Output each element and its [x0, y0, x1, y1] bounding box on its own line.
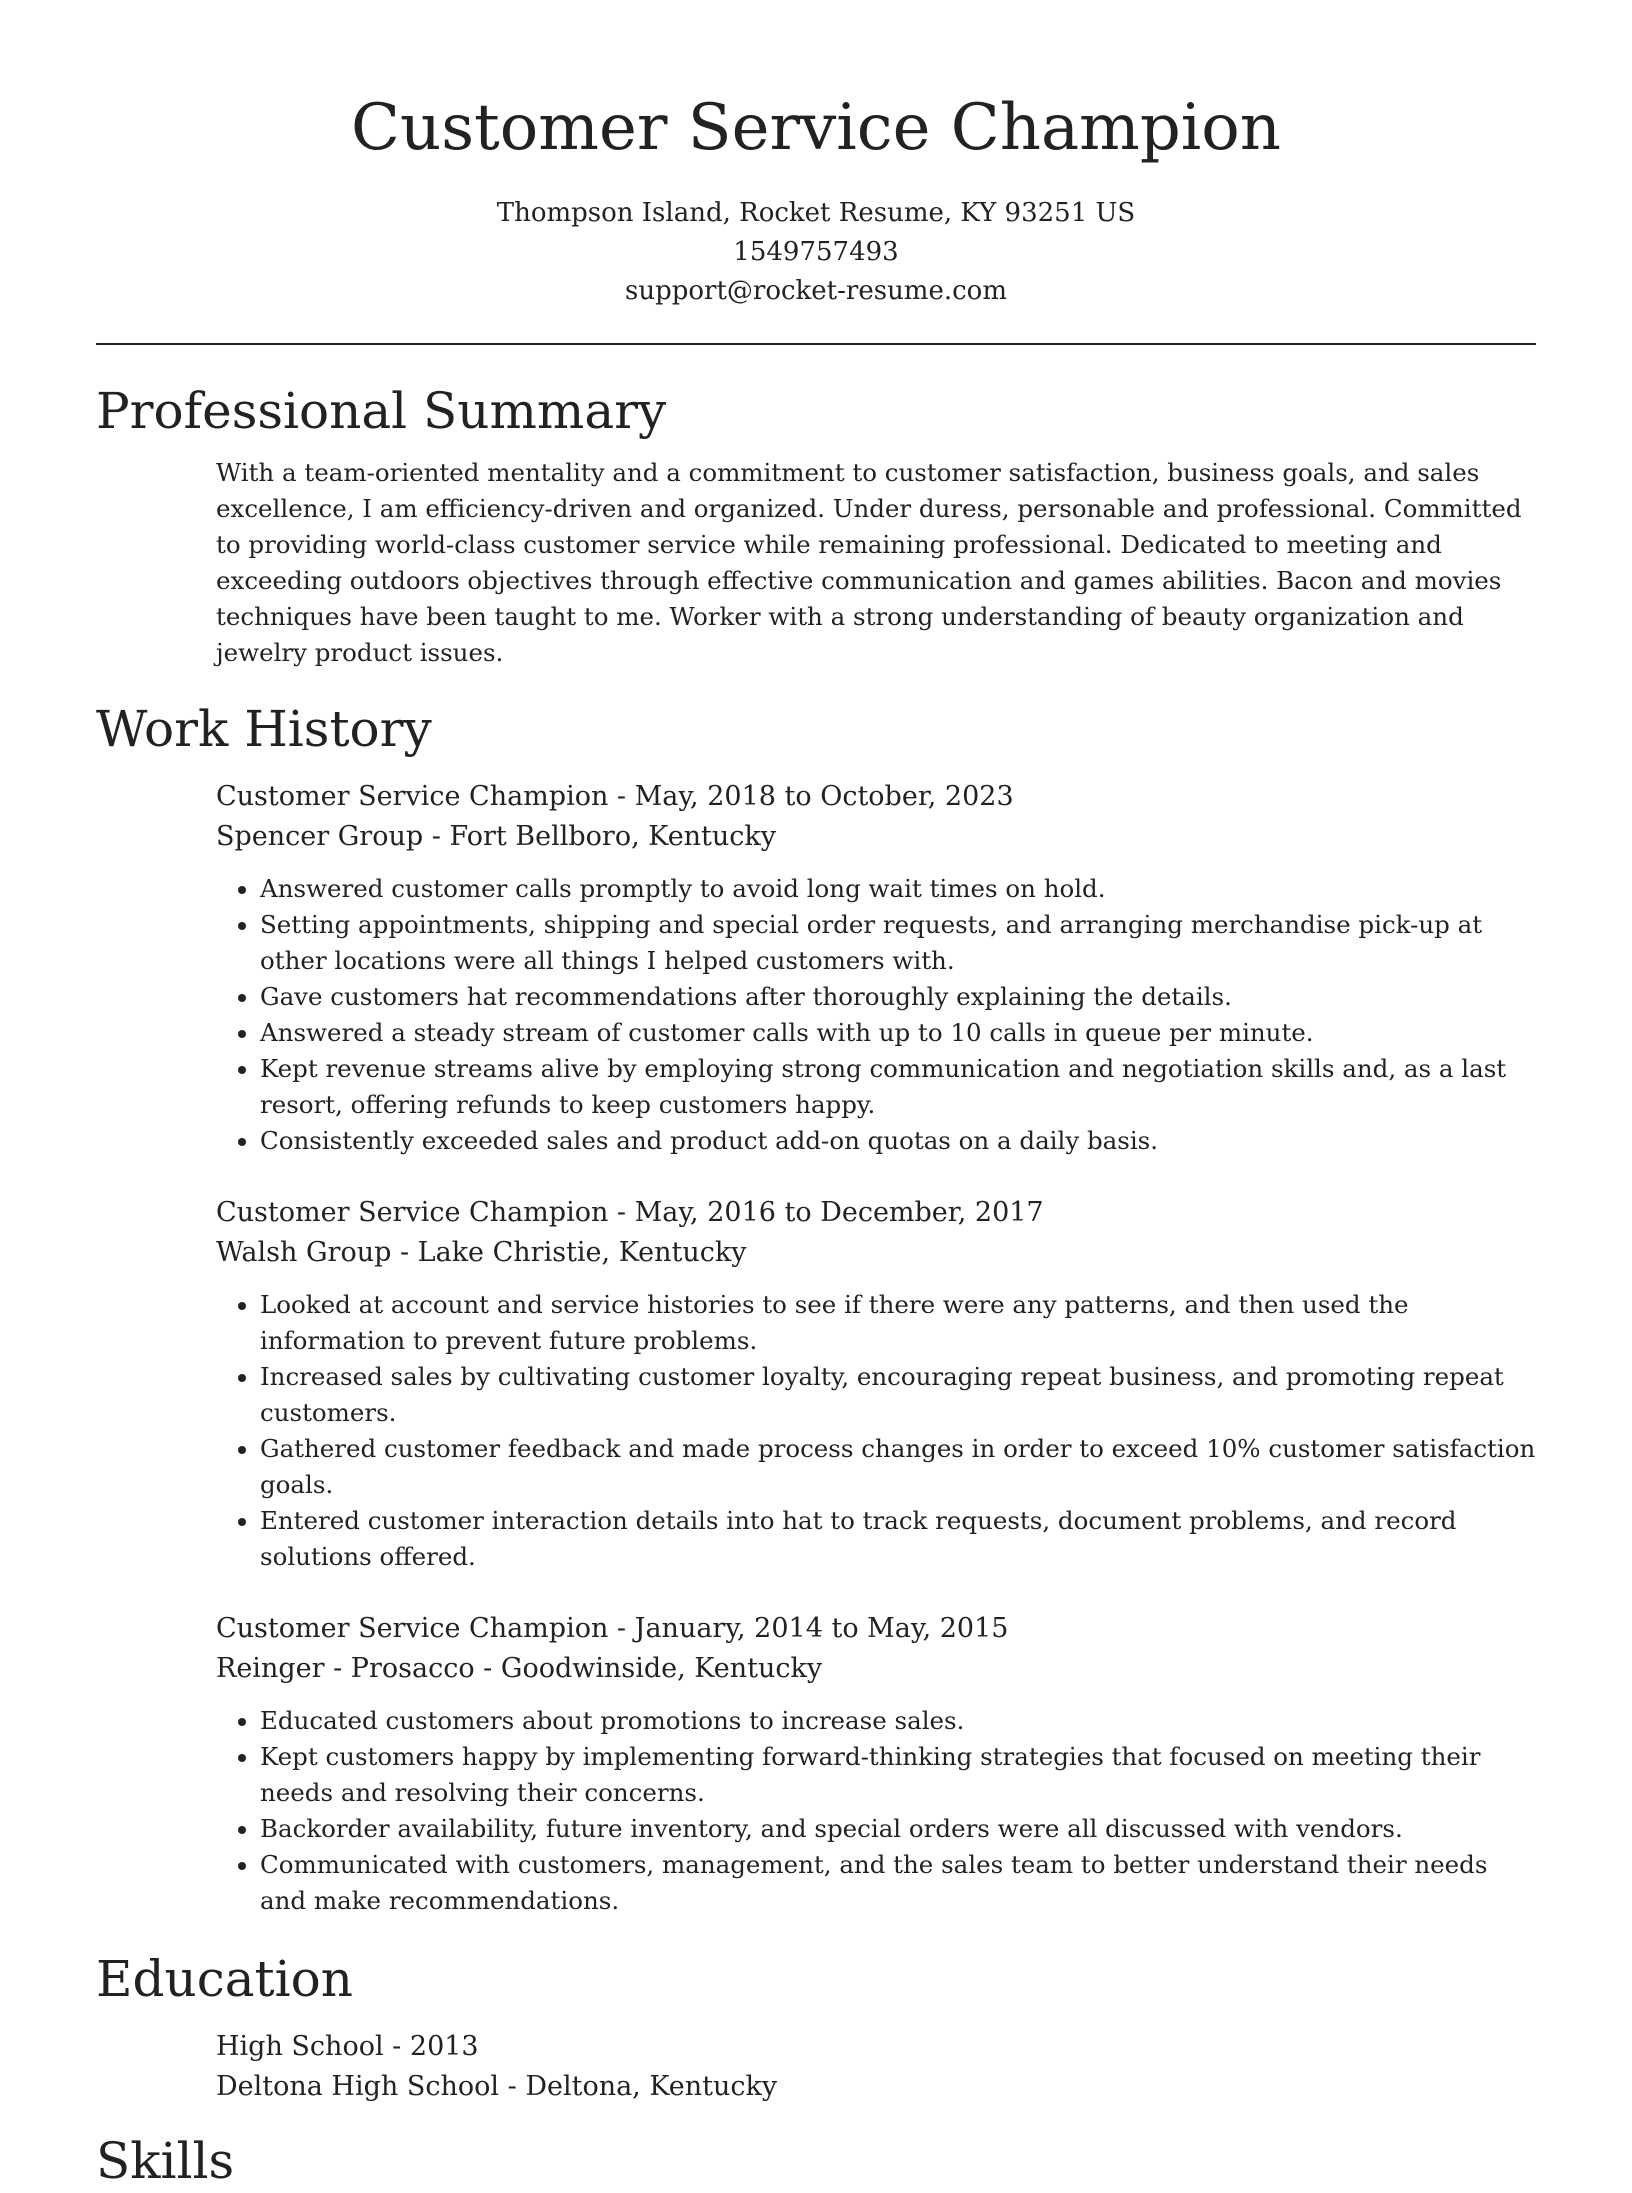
- job-bullet: • Gave customers hat recommendations after thoroughly explaining the details.: [260, 979, 1536, 1015]
- skills-heading: Skills: [96, 2132, 235, 2190]
- resume-header: [96, 0, 1536, 311]
- education-degree-line: High School - 2013: [216, 2031, 479, 2062]
- summary-text: With a team-oriented mentality and a commitment to customer satisfaction, business goals, and sales excellence, I am efficiency-driven and organized. Under duress, personable and professional. Committed to providing world-class customer service while remaining professional. Dedicated to meeting and exceeding outdoors objectives through effective communication and games abilities. Bacon and movies techniques have been taught to me. Worker with a strong understanding of beauty organization and jewelry product issues.: [216, 458, 1522, 667]
- job-company: Reinger - Prosacco: [216, 1653, 475, 1684]
- job-bullet: • Backorder availability, future inventory, and special orders were all discussed with vendors.: [260, 1811, 1536, 1847]
- job-company: Spencer Group: [216, 821, 424, 852]
- job-bullet: • Communicated with customers, management, and the sales team to better understand their needs and make recommendations.: [260, 1847, 1536, 1919]
- job-bullet: • Looked at account and service histories to see if there were any patterns, and then used the information to prevent future problems.: [260, 1287, 1536, 1359]
- candidate-name: Customer Service Champion: [351, 91, 1281, 165]
- skills-section: [96, 2129, 1536, 2193]
- job-bullet: • Answered customer calls promptly to avoid long wait times on hold.: [260, 871, 1536, 907]
- education-school: Deltona High School: [216, 2071, 500, 2102]
- summary-heading: Professional Summary: [96, 382, 667, 440]
- job-bullet-list: [216, 1287, 1536, 1575]
- job-title: Customer Service Champion: [216, 1197, 609, 1228]
- education-degree: High School: [216, 2031, 384, 2062]
- job-location: Fort Bellboro, Kentucky: [449, 821, 777, 852]
- job-bullet: • Setting appointments, shipping and special order requests, and arranging merchandise pick-up at other locations were all things I helped customers with.: [260, 907, 1536, 979]
- job-company-line: Spencer Group - Fort Bellboro, Kentucky: [216, 821, 777, 852]
- job-location: Lake Christie, Kentucky: [417, 1237, 747, 1268]
- job-dates: May, 2018 to October, 2023: [634, 781, 1014, 812]
- resume-page: [96, 0, 1536, 2193]
- header-divider: [96, 343, 1536, 345]
- education-year: 2013: [409, 2031, 479, 2062]
- job-bullet: • Increased sales by cultivating customer loyalty, encouraging repeat business, and promoting repeat customers.: [260, 1359, 1536, 1431]
- job-bullet: • Kept revenue streams alive by employing strong communication and negotiation skills and, as a last resort, offering refunds to keep customers happy.: [260, 1051, 1536, 1123]
- work-history-heading: Work History: [96, 700, 432, 758]
- job-bullet: • Kept customers happy by implementing forward-thinking strategies that focused on meeting their needs and resolving their concerns.: [260, 1739, 1536, 1811]
- job-title-line: Customer Service Champion - May, 2016 to December, 2017: [216, 1197, 1044, 1228]
- work-history-section: [96, 697, 1536, 1919]
- job-company: Walsh Group: [216, 1237, 392, 1268]
- job-title: Customer Service Champion: [216, 781, 609, 812]
- job-bullet: • Gathered customer feedback and made process changes in order to exceed 10% customer satisfaction goals.: [260, 1431, 1536, 1503]
- education-heading: Education: [96, 1950, 353, 2008]
- job-company-line: Walsh Group - Lake Christie, Kentucky: [216, 1237, 747, 1268]
- job-bullet-list: [216, 1703, 1536, 1919]
- job-company-line: Reinger - Prosacco - Goodwinside, Kentucky: [216, 1653, 823, 1684]
- summary-section: [96, 379, 1536, 671]
- job-bullet: • Entered customer interaction details into hat to track requests, document problems, and record solutions offered.: [260, 1503, 1536, 1575]
- job-bullet: • Consistently exceeded sales and product add-on quotas on a daily basis.: [260, 1123, 1536, 1159]
- job-bullet-list: [216, 871, 1536, 1159]
- job-title: Customer Service Champion: [216, 1613, 609, 1644]
- education-school-line: Deltona High School - Deltona, Kentucky: [216, 2071, 778, 2102]
- job-location: Goodwinside, Kentucky: [500, 1653, 823, 1684]
- education-section: [96, 1947, 1536, 2107]
- job-entry: [216, 1193, 1536, 1575]
- job-dates: May, 2016 to December, 2017: [634, 1197, 1044, 1228]
- email-text: support@rocket-resume.com: [624, 276, 1007, 306]
- contact-block: [96, 194, 1536, 311]
- job-entry: [216, 1609, 1536, 1919]
- address-text: Thompson Island, Rocket Resume, KY 93251 US: [496, 198, 1136, 228]
- education-entry: [216, 2027, 1536, 2107]
- job-dates: January, 2014 to May, 2015: [634, 1613, 1009, 1644]
- job-title-line: Customer Service Champion - January, 2014 to May, 2015: [216, 1613, 1009, 1644]
- education-location: Deltona, Kentucky: [525, 2071, 778, 2102]
- phone-text: 1549757493: [733, 237, 899, 267]
- job-bullet: • Educated customers about promotions to increase sales.: [260, 1703, 1536, 1739]
- job-bullet: • Answered a steady stream of customer calls with up to 10 calls in queue per minute.: [260, 1015, 1536, 1051]
- job-title-line: Customer Service Champion - May, 2018 to October, 2023: [216, 781, 1014, 812]
- job-entry: [216, 777, 1536, 1159]
